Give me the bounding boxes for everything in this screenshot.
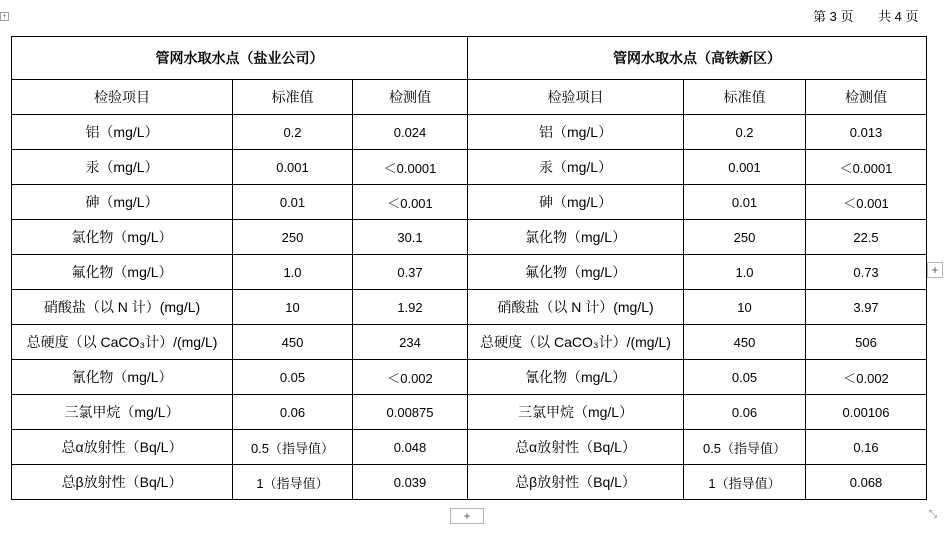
result-value-cell: 0.048 (353, 430, 468, 465)
result-value-cell: 1.92 (353, 290, 468, 325)
standard-value-cell: 0.001 (233, 150, 353, 185)
water-quality-table (11, 36, 927, 500)
result-value-cell: ＜0.002 (806, 360, 927, 395)
table-row (12, 150, 927, 185)
test-item-cell: 氯化物（mg/L） (468, 220, 684, 255)
standard-value-cell: 0.05 (233, 360, 353, 395)
standard-value-cell: 450 (233, 325, 353, 360)
standard-value-cell: 1.0 (233, 255, 353, 290)
standard-value-cell: 0.5（指导值） (233, 430, 353, 465)
result-value-cell: 0.00106 (806, 395, 927, 430)
table-row (12, 465, 927, 500)
result-value-cell: 0.37 (353, 255, 468, 290)
column-header-standard: 标准值 (233, 80, 353, 115)
result-value-cell: 0.73 (806, 255, 927, 290)
test-item-cell: 砷（mg/L） (12, 185, 233, 220)
test-item-cell: 铝（mg/L） (468, 115, 684, 150)
result-value-cell: 234 (353, 325, 468, 360)
result-value-cell: ＜0.001 (806, 185, 927, 220)
standard-value-cell: 0.2 (684, 115, 806, 150)
test-item-cell: 总α放射性（Bq/L） (468, 430, 684, 465)
table-row (12, 395, 927, 430)
page-total: 共 4 页 (878, 9, 919, 24)
test-item-cell: 总硬度（以 CaCO₃计）/(mg/L) (12, 325, 233, 360)
column-header-item: 检验项目 (468, 80, 684, 115)
standard-value-cell: 0.06 (233, 395, 353, 430)
column-header-row (12, 80, 927, 115)
table-row (12, 360, 927, 395)
result-value-cell: 22.5 (806, 220, 927, 255)
test-item-cell: 氰化物（mg/L） (12, 360, 233, 395)
result-value-cell: ＜0.0001 (806, 150, 927, 185)
table-resize-handle[interactable]: ⤡ (929, 509, 937, 520)
table-row (12, 430, 927, 465)
table-row (12, 220, 927, 255)
column-header-result: 检测值 (806, 80, 927, 115)
result-value-cell: ＜0.0001 (353, 150, 468, 185)
column-header-result: 检测值 (353, 80, 468, 115)
test-item-cell: 总硬度（以 CaCO₃计）/(mg/L) (468, 325, 684, 360)
test-item-cell: 硝酸盐（以 N 计）(mg/L) (12, 290, 233, 325)
table-row (12, 185, 927, 220)
standard-value-cell: 1（指导值） (233, 465, 353, 500)
test-item-cell: 总β放射性（Bq/L） (12, 465, 233, 500)
standard-value-cell: 250 (684, 220, 806, 255)
test-item-cell: 总β放射性（Bq/L） (468, 465, 684, 500)
standard-value-cell: 10 (684, 290, 806, 325)
add-column-button[interactable]: + (927, 262, 943, 278)
group-header-right: 管网水取水点（高铁新区） (468, 37, 927, 80)
test-item-cell: 氰化物（mg/L） (468, 360, 684, 395)
column-header-standard: 标准值 (684, 80, 806, 115)
result-value-cell: 30.1 (353, 220, 468, 255)
result-value-cell: 3.97 (806, 290, 927, 325)
result-value-cell: 0.16 (806, 430, 927, 465)
test-item-cell: 砷（mg/L） (468, 185, 684, 220)
table-row (12, 255, 927, 290)
test-item-cell: 硝酸盐（以 N 计）(mg/L) (468, 290, 684, 325)
standard-value-cell: 0.001 (684, 150, 806, 185)
standard-value-cell: 0.2 (233, 115, 353, 150)
result-value-cell: 0.068 (806, 465, 927, 500)
group-header-left: 管网水取水点（盐业公司） (12, 37, 468, 80)
standard-value-cell: 0.01 (233, 185, 353, 220)
standard-value-cell: 10 (233, 290, 353, 325)
group-header-row (12, 37, 927, 80)
standard-value-cell: 0.01 (684, 185, 806, 220)
page-number: 第 3 页 (813, 9, 854, 24)
add-row-button[interactable]: + (450, 508, 484, 524)
column-header-item: 检验项目 (12, 80, 233, 115)
table-row (12, 325, 927, 360)
table-row (12, 115, 927, 150)
result-value-cell: 506 (806, 325, 927, 360)
standard-value-cell: 0.5（指导值） (684, 430, 806, 465)
test-item-cell: 总α放射性（Bq/L） (12, 430, 233, 465)
result-value-cell: 0.039 (353, 465, 468, 500)
test-item-cell: 汞（mg/L） (468, 150, 684, 185)
test-item-cell: 氟化物（mg/L） (12, 255, 233, 290)
standard-value-cell: 0.06 (684, 395, 806, 430)
test-item-cell: 三氯甲烷（mg/L） (468, 395, 684, 430)
result-value-cell: 0.013 (806, 115, 927, 150)
result-value-cell: ＜0.002 (353, 360, 468, 395)
test-item-cell: 汞（mg/L） (12, 150, 233, 185)
table-move-handle[interactable]: + (0, 12, 9, 21)
test-item-cell: 铝（mg/L） (12, 115, 233, 150)
test-item-cell: 三氯甲烷（mg/L） (12, 395, 233, 430)
standard-value-cell: 250 (233, 220, 353, 255)
test-item-cell: 氯化物（mg/L） (12, 220, 233, 255)
result-value-cell: 0.00875 (353, 395, 468, 430)
result-value-cell: ＜0.001 (353, 185, 468, 220)
table-row (12, 290, 927, 325)
test-item-cell: 氟化物（mg/L） (468, 255, 684, 290)
standard-value-cell: 450 (684, 325, 806, 360)
standard-value-cell: 1（指导值） (684, 465, 806, 500)
result-value-cell: 0.024 (353, 115, 468, 150)
standard-value-cell: 1.0 (684, 255, 806, 290)
standard-value-cell: 0.05 (684, 360, 806, 395)
